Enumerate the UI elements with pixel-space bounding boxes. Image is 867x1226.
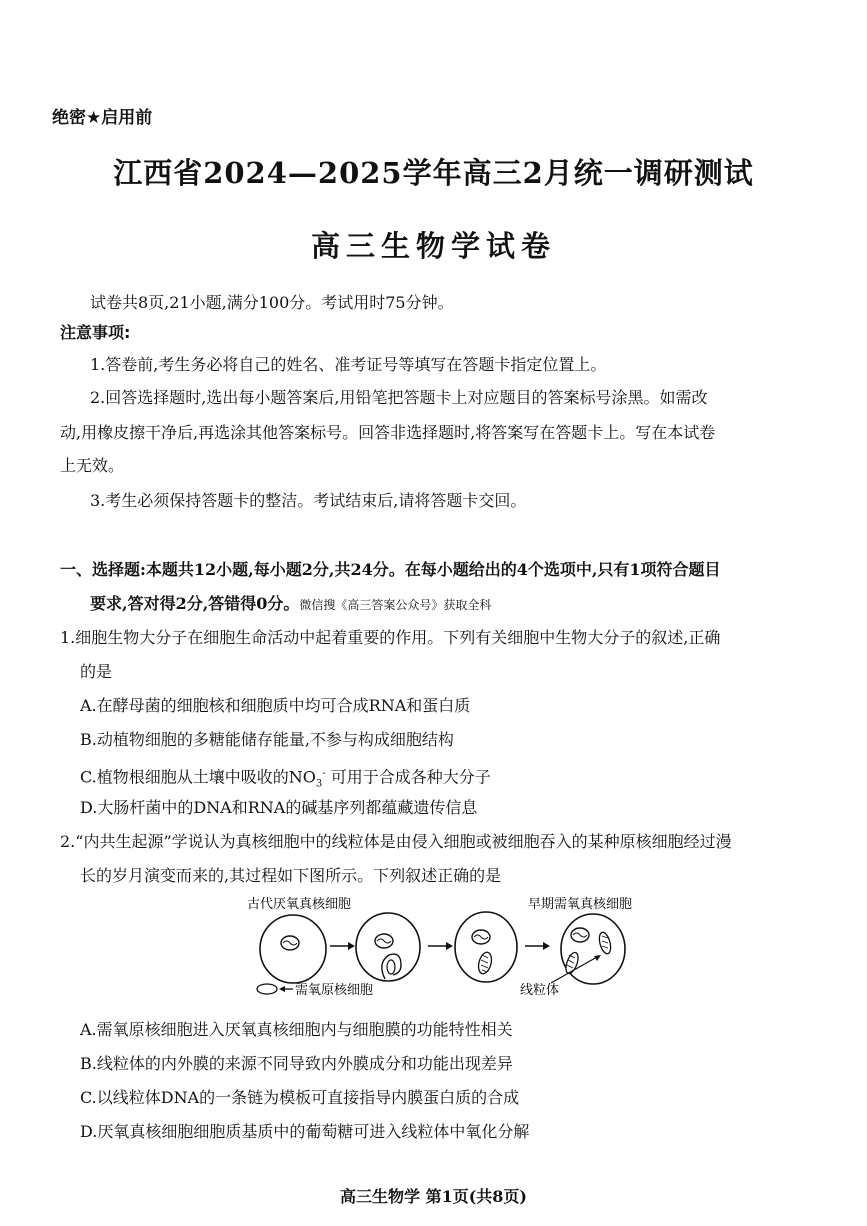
q2-option-b: B.线粒体的内外膜的来源不同导致内外膜成分和功能出现差异 [80,1054,513,1073]
note-item-2-end: 上无效。 [60,456,125,475]
note-item-2-cont: 动,用橡皮擦干净后,再选涂其他答案标号。回答非选择题时,将答案写在答题卡上。写在本试卷 [60,423,716,442]
notes-heading: 注意事项: [60,323,131,342]
figure-label-mito: 线粒体 [520,983,560,998]
endosymbiosis-figure [245,893,655,1005]
q2-option-d: D.厌氧真核细胞细胞质基质中的葡萄糖可进入线粒体中氧化分解 [80,1122,530,1141]
note-item-3: 3.考生必须保持答题卡的整洁。考试结束后,请将答题卡交回。 [90,491,527,510]
q1-option-c: C.植物根细胞从土壤中吸收的$NO_3^-$ 可用于合成各种大分子 [80,767,491,790]
note-item-1: 1.答卷前,考生务必将自己的姓名、准考证号等填写在答题卡指定位置上。 [90,355,607,374]
exam-intro: 试卷共8页,21小题,满分100分。考试用时75分钟。 [90,293,454,312]
q1-stem: 1.细胞生物大分子在细胞生命活动中起着重要的作用。下列有关细胞中生物大分子的叙述,正确 [60,628,721,647]
prokaryote-cell [257,984,277,994]
section-scoring: 要求,答对得2分,答错得0分。 [90,594,300,613]
exam-subtitle: 高三生物学试卷 [310,229,556,263]
mitochondrion-4b [597,931,612,955]
q1-option-d: D.大肠杆菌中的DNA和RNA的碱基序列都蕴藏遗传信息 [80,798,478,817]
figure-label-aerobic: 早期需氧真核细胞 [528,897,633,912]
q1-option-b: B.动植物细胞的多糖能储存能量,不参与构成细胞结构 [80,730,454,749]
section-heading: 一、选择题:本题共12小题,每小题2分,共24分。在每小题给出的4个选项中,只有1项符合题目 [60,560,721,579]
q1-stem-cont: 的是 [80,662,113,681]
q1-option-a: A.在酵母菌的细胞核和细胞质中均可合成RNA和蛋白质 [80,696,471,715]
q2-option-a: A.需氧原核细胞进入厌氧真核细胞内与细胞膜的功能特性相关 [80,1020,513,1039]
exam-title: 江西省2024—2025学年高三2月统一调研测试 [113,156,754,190]
watermark-text: 微信搜《高三答案公众号》获取全科 [299,598,492,612]
figure-label-anaerobic: 古代厌氧真核细胞 [247,897,352,912]
confidential-mark: 绝密★启用前 [52,108,153,128]
q2-stem: 2.“内共生起源”学说认为真核细胞中的线粒体是由侵入细胞或被细胞吞入的某种原核细胞经过漫 [60,832,732,851]
figure-label-prokaryote: 需氧原核细胞 [295,983,374,998]
q2-stem-cont: 长的岁月演变而来的,其过程如下图所示。下列叙述正确的是 [80,866,502,885]
page-footer: 高三生物学 第1页(共8页) [340,1187,527,1206]
note-item-2: 2.回答选择题时,选出每小题答案后,用铅笔把答题卡上对应题目的答案标号涂黑。如需改 [90,388,708,407]
q2-option-c: C.以线粒体DNA的一条链为模板可直接指导内膜蛋白质的合成 [80,1088,520,1107]
